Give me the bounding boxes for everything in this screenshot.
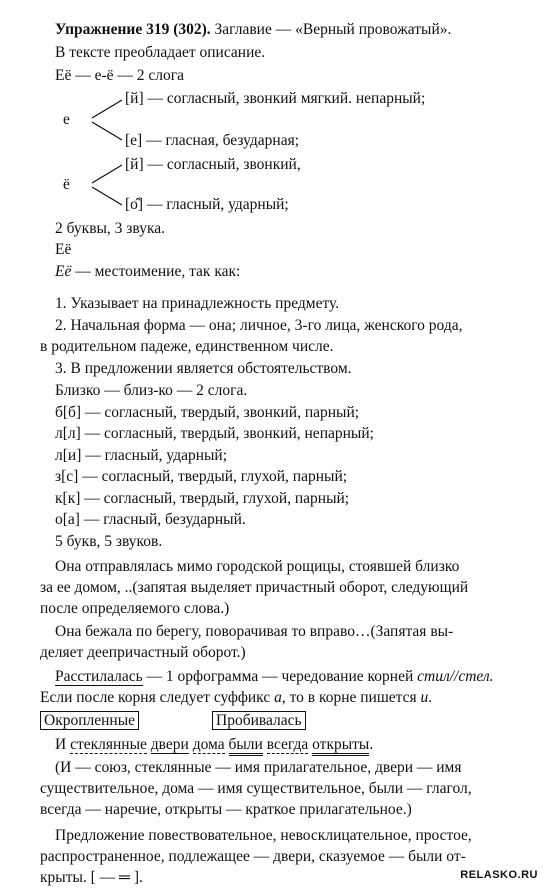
letters-sounds: 2 буквы, 3 звука.	[55, 220, 166, 237]
phonetic-line: к[к] — согласный, твердый, глухой, парный;	[55, 490, 350, 507]
boxed-word-2	[212, 711, 306, 731]
conclusion-line: Предложение повествовательное, невосклицательное, простое,	[55, 827, 472, 844]
explanation-line: (И — союз, стеклянные — имя прилагательное, двери — имя	[55, 759, 462, 776]
phonetic-line: з[с] — согласный, твердый, глухой, парный;	[55, 468, 348, 485]
parsed-adverb: всегда	[266, 736, 309, 753]
phonetic-line: л[л] — согласный, твердый, звонкий, непарный;	[55, 425, 374, 442]
sentence-line: после определяемого слова.)	[40, 600, 230, 617]
conclusion-line: крыты. [ — ═ ].	[40, 869, 143, 886]
exercise-title: Упражнение 319 (302).	[55, 21, 211, 38]
orthogram-word: Расстилалась	[55, 668, 143, 685]
orthogram-text: — 1 орфограмма — чередование корней	[142, 668, 418, 685]
word-ee: Её	[55, 241, 72, 258]
letter-e: е	[63, 111, 70, 128]
parsed-sentence	[55, 735, 373, 755]
yo-branch-lines	[92, 165, 122, 205]
morph-intro	[55, 262, 240, 282]
syllables-ee: Её — е-ё — 2 слога	[55, 67, 184, 84]
text-type: В тексте преобладает описание.	[55, 44, 266, 61]
parsed-predicate-1: были	[229, 736, 263, 756]
orthogram-suffix: а	[274, 689, 282, 706]
phonetic-line: 5 букв, 5 звуков.	[55, 533, 163, 550]
morph-intro-text: — местоимение, так как:	[71, 263, 241, 280]
explanation-line: существительное, дома — имя существительное, были — глагол,	[40, 780, 472, 797]
morph-point: 1. Указывает на принадлежность предмету.	[55, 295, 340, 312]
boxed-word-1	[40, 711, 139, 731]
orthogram-rule-b: , то в корне пишется	[281, 689, 421, 706]
parsed-predicate-2: открыты	[312, 736, 369, 756]
e-branch-lines	[92, 100, 122, 140]
orthogram-rule-end: .	[428, 689, 433, 706]
parsed-end: .	[369, 736, 374, 753]
sentence-line: Она бежала по берегу, поворачивая то вправо…(Запятая вы-	[55, 623, 454, 640]
orthogram-line-2	[40, 688, 432, 708]
orthogram-roots: стил//стел.	[417, 668, 494, 685]
word-box: Окропленные	[40, 711, 139, 730]
parsed-conj: И	[55, 736, 67, 753]
morph-point: в родительном падеже, единственном числе.	[40, 338, 334, 355]
phonetic-line: о[а] — гласный, безударный.	[55, 511, 246, 528]
exercise-heading: Заглавие — «Верный провожатый».	[210, 21, 452, 38]
letter-yo: ё	[63, 176, 70, 193]
phonetic-line: Близко — близ-ко — 2 слога.	[55, 382, 248, 399]
sentence-line: Она отправлялась мимо городской рощицы, стоявшей близко	[55, 558, 460, 575]
morph-point: 3. В предложении является обстоятельством.	[55, 360, 352, 377]
phonetic-line: б[б] — согласный, твердый, звонкий, парный;	[55, 404, 360, 421]
sentence-line: деляет деепричастный оборот.)	[40, 644, 246, 661]
parsed-subject: двери	[150, 736, 189, 753]
morph-word: Её	[55, 263, 72, 280]
watermark: RELASKO.RU	[460, 869, 538, 881]
explanation-line: всегда — наречие, открыты — краткое прилагательное.)	[40, 801, 412, 818]
orthogram-vowel: и	[420, 689, 429, 706]
orthogram-line-1	[55, 667, 494, 687]
yo-branch-1: [й] — согласный, звонкий,	[125, 156, 301, 173]
e-branch-1: [й] — согласный, звонкий мягкий. непарный;	[125, 90, 426, 107]
orthogram-rule-a: Если после корня следует суффикс	[40, 689, 275, 706]
phonetic-line: л[и] — гласный, ударный;	[55, 447, 228, 464]
conclusion-line: распространенное, подлежащее — двери, сказуемое — были от-	[40, 848, 466, 865]
word-box: Пробивалась	[212, 711, 306, 730]
parsed-adjective: стеклянные	[70, 736, 147, 753]
yo-branch-2: [о̂] — гласный, ударный;	[125, 196, 289, 213]
e-branch-2: [е] — гласная, безударная;	[125, 132, 300, 149]
parsed-noun: дома	[192, 736, 225, 753]
morph-point: 2. Начальная форма — она; личное, 3-го лица, женского рода,	[55, 317, 463, 334]
sentence-line: за ее домом, ..(запятая выделяет причастный оборот, следующий	[40, 579, 469, 596]
